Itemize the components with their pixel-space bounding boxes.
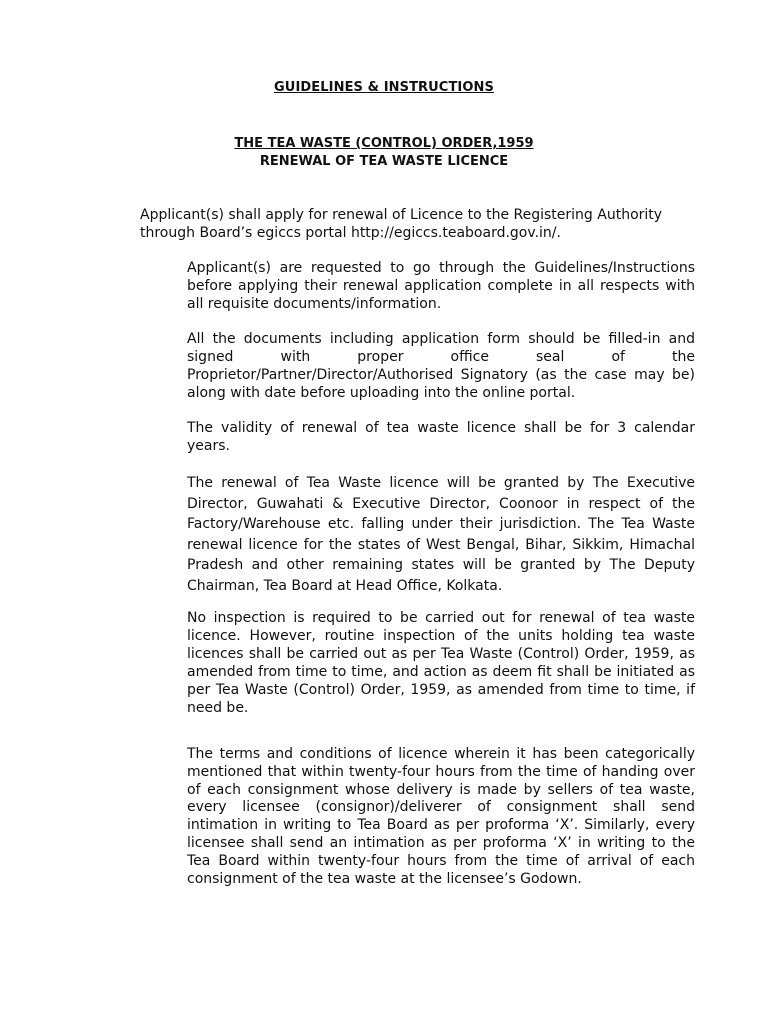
guideline-paragraph-3: The validity of renewal of tea waste licence shall be for 3 calendar years.	[187, 420, 695, 454]
document-heading: GUIDELINES & INSTRUCTIONS	[274, 80, 494, 95]
order-title: THE TEA WASTE (CONTROL) ORDER,1959	[234, 136, 534, 151]
renewal-subtitle: RENEWAL OF TEA WASTE LICENCE	[259, 154, 509, 169]
guideline-paragraph-2: All the documents including application form should be filled-in and signed with proper office seal of the Proprietor/Partner/Director/Authorised Signatory (as the case may be) along with date before uploading into the online portal.	[187, 331, 695, 401]
guideline-paragraph-1: Applicant(s) are requested to go through the Guidelines/Instructions before applying their renewal application complete in all respects with all requisite documents/information.	[187, 260, 695, 312]
guideline-paragraph-6: The terms and conditions of licence wherein it has been categorically mentioned that within twenty-four hours from the time of handing over of each consignment whose delivery is made by sellers of tea waste, every licensee (consignor)/deliverer of consignment shall send intimation in writing to Tea Board as per proforma ‘X’. Similarly, every licensee shall send an intimation as per proforma ‘X’ in writing to the Tea Board within twenty-four hours from the time of arrival of each consignment of the tea waste at the licensee’s Godown.	[187, 746, 695, 887]
document-title-block	[0, 135, 768, 171]
guideline-paragraph-5: No inspection is required to be carried out for renewal of tea waste licence. However, routine inspection of the units holding tea waste licences shall be carried out as per Tea Waste (Control) Order, 1959, as amended from time to time, and action as deem fit shall be initiated as per Tea Waste (Control) Order, 1959, as amended from time to time, if need be.	[187, 610, 695, 716]
intro-paragraph: Applicant(s) shall apply for renewal of Licence to the Registering Authority through Board’s egiccs portal http://egiccs.teaboard.gov.in/.	[140, 207, 663, 241]
guideline-paragraph-4: The renewal of Tea Waste licence will be granted by The Executive Director, Guwahati & Executive Director, Coonoor in respect of the Factory/Warehouse etc. falling under their jurisdiction. The Tea Waste renewal licence for the states of West Bengal, Bihar, Sikkim, Himachal Pradesh and other remaining states will be granted by The Deputy Chairman, Tea Board at Head Office, Kolkata.	[187, 475, 695, 594]
